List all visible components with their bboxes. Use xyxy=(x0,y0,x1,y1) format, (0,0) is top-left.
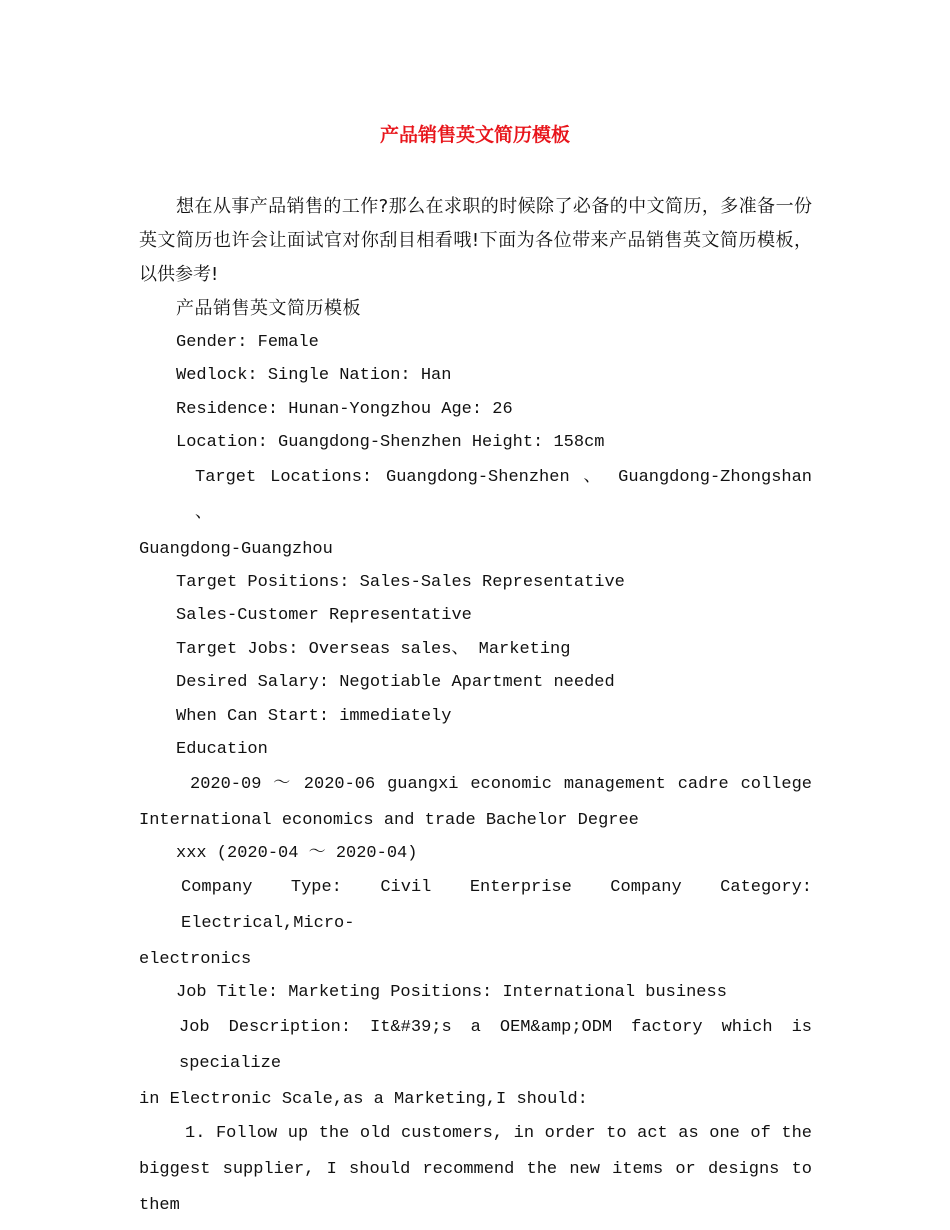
document-body xyxy=(139,190,812,1222)
company-paragraph xyxy=(139,870,812,978)
list-item-1-paragraph xyxy=(139,1116,812,1224)
target-locations-paragraph xyxy=(139,460,812,568)
list-item-1-line-2: biggest supplier, I should recommend the new items or designs to them xyxy=(139,1159,812,1215)
subtitle-line: 产品销售英文简历模板 xyxy=(176,298,361,319)
target-jobs-line: Target Jobs: Overseas sales、 Marketing xyxy=(176,639,571,659)
company-line-1: Company Type: Civil Enterprise Company Category: Electrical,Micro- xyxy=(181,878,812,933)
job-description-line-1: Job Description: It&#39;s a OEM&amp;ODM factory which is specialize xyxy=(179,1017,812,1073)
education-line-2: International economics and trade Bachelor Degree xyxy=(139,810,639,830)
list-item-1-line-1: 1. Follow up the old customers, in order to act as one of the xyxy=(185,1123,812,1143)
location-line: Location: Guangdong-Shenzhen Height: 158cm xyxy=(176,433,605,452)
employment-period-line: xxx (2020-04 ～ 2020-04) xyxy=(176,843,418,863)
target-positions-line: Target Positions: Sales-Sales Representative xyxy=(176,572,625,592)
company-line-2: electronics xyxy=(139,950,252,969)
document-title: 产品销售英文简历模板 xyxy=(379,124,570,146)
wedlock-line: Wedlock: Single Nation: Han xyxy=(176,366,452,385)
gender-line: Gender: Female xyxy=(176,332,319,352)
education-line-1: 2020-09 ～ 2020-06 guangxi economic management cadre college xyxy=(190,774,812,794)
job-description-paragraph xyxy=(139,1010,812,1118)
job-description-line-2: in Electronic Scale,as a Marketing,I should: xyxy=(139,1089,588,1109)
job-title-line: Job Title: Marketing Positions: International business xyxy=(176,983,727,1002)
customer-representative-line: Sales-Customer Representative xyxy=(176,606,472,625)
education-heading: Education xyxy=(176,740,268,759)
desired-salary-line: Desired Salary: Negotiable Apartment needed xyxy=(176,673,615,692)
target-locations-line-1: Target Locations: Guangdong-Shenzhen 、 Guangdong-Zhongshan 、 xyxy=(195,467,812,523)
residence-line: Residence: Hunan-Yongzhou Age: 26 xyxy=(176,399,513,419)
intro-paragraph: 想在从事产品销售的工作?那么在求职的时候除了必备的中文简历，多准备一份英文简历也许会让面试官对你刮目相看哦!下面为各位带来产品销售英文简历模板，以供参考! xyxy=(139,196,812,285)
education-paragraph xyxy=(139,767,812,839)
target-locations-line-2: Guangdong-Guangzhou xyxy=(139,539,333,559)
when-can-start-line: When Can Start: immediately xyxy=(176,706,452,726)
